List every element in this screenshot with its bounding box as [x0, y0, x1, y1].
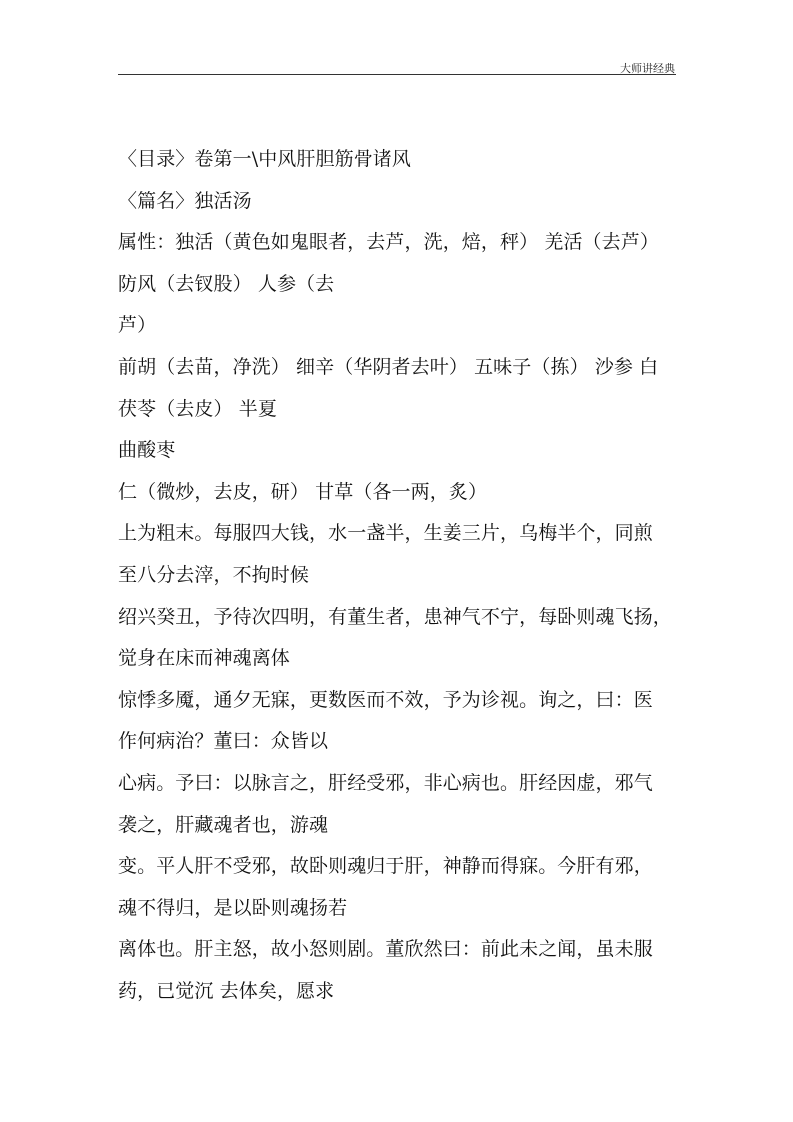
text-line: 作何病治？董曰：众皆以 [118, 730, 329, 753]
running-header: 大师讲经典 [620, 62, 675, 75]
text-line: 药，已觉沉 去体矣，愿求 [118, 979, 335, 1002]
text-line: 袭之，肝藏魂者也，游魂 [118, 813, 329, 836]
text-line: 防风（去钗股） 人参（去 [118, 272, 335, 295]
text-line: 心病。予曰：以脉言之，肝经受邪，非心病也。肝经因虚，邪气 [118, 771, 653, 794]
text-line: 变。平人肝不受邪，故卧则魂归于肝，神静而得寐。今肝有邪， [118, 855, 653, 878]
text-line: 芦） [118, 314, 157, 337]
text-line: 前胡（去苗，净洗） 细辛（华阴者去叶） 五味子（拣） 沙参 白 [118, 355, 659, 378]
document-body [118, 139, 678, 1012]
text-line: 绍兴癸丑，予待次四明，有董生者，患神气不宁，每卧则魂飞扬， [118, 605, 672, 628]
text-line: 茯苓（去皮） 半夏 [118, 397, 277, 420]
text-line: 属性：独活（黄色如鬼眼者，去芦，洗，焙，秤） 羌活（去芦） [118, 231, 659, 254]
text-line: 离体也。肝主怒，故小怒则剧。董欣然曰：前此未之闻，虽未服 [118, 938, 653, 961]
text-line: 仁（微炒，去皮，研） 甘草（各一两，炙） [118, 480, 488, 503]
text-line: 至八分去滓，不拘时候 [118, 563, 310, 586]
text-line: 觉身在床而神魂离体 [118, 647, 290, 670]
header-rule [118, 74, 676, 75]
text-line: 魂不得归，是以卧则魂扬若 [118, 896, 348, 919]
text-line: 〈目录〉卷第一\中风肝胆筋骨诸风 [118, 148, 412, 170]
text-line: 〈篇名〉独活汤 [118, 189, 252, 212]
text-line: 惊悸多魇，通夕无寐，更数医而不效，予为诊视。询之，曰：医 [118, 688, 653, 711]
text-line: 上为粗末。每服四大钱，水一盏半，生姜三片，乌梅半个，同煎 [118, 522, 653, 545]
text-line: 曲酸枣 [118, 439, 176, 462]
